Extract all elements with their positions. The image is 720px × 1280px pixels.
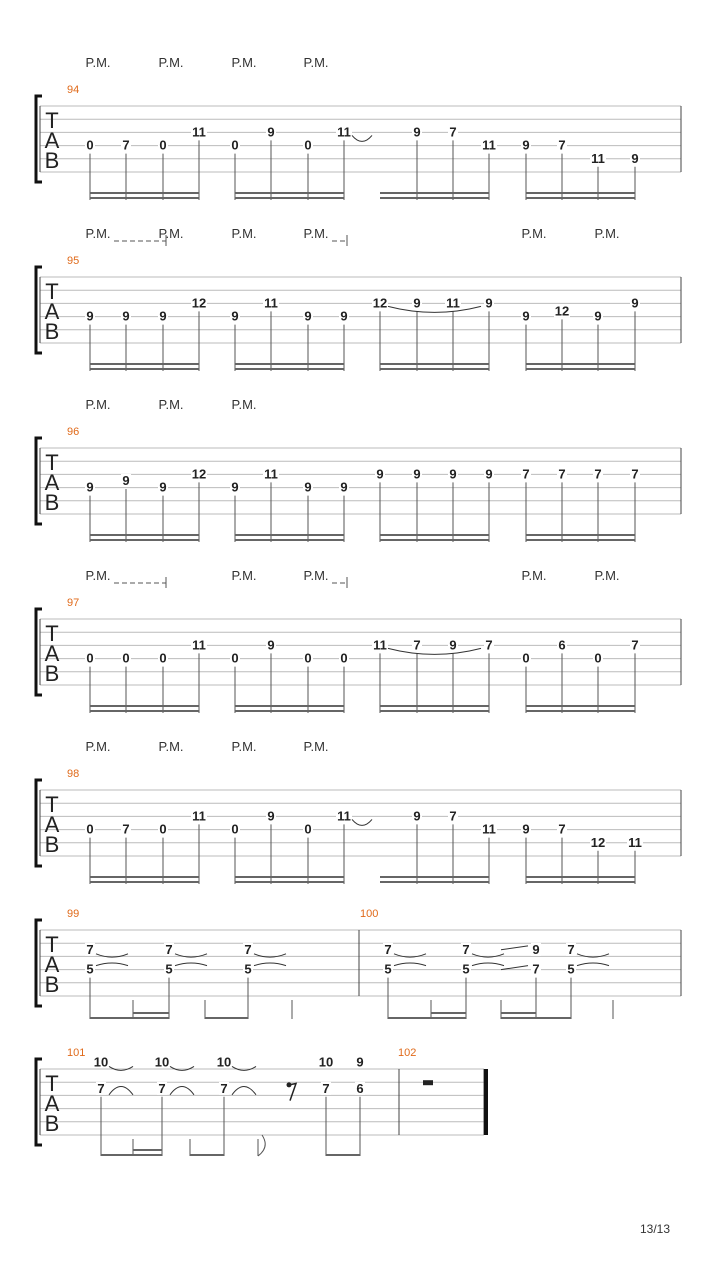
beam: [90, 705, 199, 707]
slur-arc: [96, 963, 128, 966]
fret-number: 9: [159, 308, 167, 324]
tab-clef-letter: T: [45, 621, 59, 646]
fret-number: 9: [122, 473, 130, 488]
fret-number: 7: [384, 941, 392, 957]
fret-number: 12: [191, 295, 207, 311]
fret-number: 11: [264, 295, 278, 311]
slur-arc: [170, 1087, 194, 1095]
palm-mute-label: P.M.: [158, 397, 184, 412]
beam: [101, 1154, 162, 1156]
measure-number: 100: [360, 908, 379, 920]
beam: [235, 705, 344, 707]
palm-mute-label: P.M.: [303, 55, 329, 70]
beam: [526, 539, 635, 541]
fret-number: 7: [86, 941, 94, 957]
palm-mute-label: P.M.: [231, 739, 257, 754]
tie-arc: [352, 135, 372, 141]
fret-number: 11: [482, 821, 496, 837]
fret-number: 0: [122, 650, 130, 666]
palm-mute-label: P.M.: [85, 739, 111, 754]
fret-number: 7: [567, 941, 575, 957]
fret-number: 0: [231, 137, 239, 153]
palm-mute-label: P.M.: [303, 739, 329, 754]
tab-clef-letter: B: [44, 148, 60, 173]
palm-mute-label: P.M.: [85, 397, 111, 412]
fret-number: 7: [122, 137, 130, 153]
fret-number: 9: [594, 308, 602, 324]
beam: [90, 1017, 169, 1019]
fret-number: 11: [446, 295, 460, 311]
slur-arc: [109, 1066, 133, 1070]
fret-number: 7: [122, 821, 130, 837]
beam: [526, 876, 635, 878]
measure-number: 94: [67, 84, 80, 96]
fret-number: 5: [462, 961, 470, 977]
palm-mute-label: P.M.: [231, 568, 257, 583]
fret-number: 9: [267, 124, 275, 140]
measure-number: 97: [67, 597, 80, 609]
fret-number: 9: [267, 637, 275, 653]
beam: [205, 1017, 248, 1019]
fret-number: 7: [532, 961, 540, 977]
fret-number: 0: [86, 821, 94, 837]
tab-clef-letter: T: [45, 1071, 59, 1096]
system-bracket: [36, 1059, 42, 1145]
tie-arc: [352, 819, 372, 825]
fret-number: 7: [558, 137, 566, 153]
beam: [235, 197, 344, 199]
beam: [380, 710, 489, 712]
fret-number: 0: [86, 137, 94, 153]
tab-clef-letter: T: [45, 450, 59, 475]
system-bracket: [36, 267, 42, 353]
palm-mute-label: P.M.: [85, 568, 111, 583]
fret-number: 5: [165, 961, 173, 977]
fret-number: 11: [192, 637, 206, 653]
fret-number: 7: [631, 637, 639, 653]
fret-number: 9: [631, 150, 639, 166]
beam: [90, 197, 199, 199]
fret-number: 5: [86, 961, 94, 977]
fret-number: 12: [554, 303, 570, 319]
fret-number: 6: [356, 1080, 364, 1096]
fret-number: 9: [304, 308, 312, 324]
beam: [526, 534, 635, 536]
slur-arc: [170, 1066, 194, 1070]
fret-number: 7: [220, 1080, 228, 1096]
palm-mute-label: P.M.: [231, 55, 257, 70]
palm-mute-label: P.M.: [594, 226, 620, 241]
beam: [90, 539, 199, 541]
palm-mute-label: P.M.: [521, 226, 547, 241]
page-number: 13/13: [640, 1222, 671, 1236]
fret-number: 9: [449, 637, 457, 653]
palm-mute-label: P.M.: [85, 55, 111, 70]
fret-number: 7: [413, 637, 421, 653]
tab-clef-letter: B: [44, 661, 60, 686]
fret-number: 0: [304, 821, 312, 837]
beam: [90, 368, 199, 370]
measure-number: 96: [67, 426, 80, 438]
fret-number: 7: [244, 941, 252, 957]
fret-number: 12: [590, 834, 606, 850]
slur-arc: [394, 963, 426, 966]
beam: [501, 1017, 571, 1019]
beam: [526, 192, 635, 194]
fret-number: 7: [97, 1080, 105, 1096]
beam: [526, 705, 635, 707]
fret-number: 12: [191, 466, 207, 482]
fret-number: 11: [482, 137, 496, 153]
measure-number: 101: [67, 1047, 86, 1059]
tab-clef-letter: T: [45, 792, 59, 817]
system-bracket: [36, 780, 42, 866]
fret-number: 7: [558, 466, 566, 482]
fret-number: 11: [628, 834, 642, 850]
fret-number: 0: [340, 650, 348, 666]
fret-number: 7: [322, 1080, 330, 1096]
palm-mute-label: P.M.: [158, 739, 184, 754]
palm-mute-label: P.M.: [594, 568, 620, 583]
measure-number: 95: [67, 255, 80, 267]
half-rest: [423, 1080, 433, 1085]
slur-arc: [232, 1087, 256, 1095]
fret-number: 5: [244, 961, 252, 977]
measure-number: 102: [398, 1047, 417, 1059]
beam: [380, 197, 489, 199]
fret-number: 11: [373, 637, 387, 653]
fret-number: 9: [231, 479, 239, 495]
fret-number: 7: [485, 637, 493, 653]
fret-number: 9: [522, 308, 530, 324]
system-bracket: [36, 920, 42, 1006]
fret-number: 0: [304, 650, 312, 666]
beam: [90, 363, 199, 365]
fret-number: 5: [384, 961, 392, 977]
fret-number: 7: [449, 808, 457, 824]
system-bracket: [36, 438, 42, 524]
fret-number: 9: [86, 308, 94, 324]
beam: [90, 192, 199, 194]
fret-number: 9: [86, 479, 94, 495]
fret-number: 0: [86, 650, 94, 666]
fret-number: 9: [413, 466, 421, 482]
slide-line: [501, 966, 528, 970]
measure-number: 98: [67, 768, 80, 780]
beam: [235, 710, 344, 712]
fret-number: 9: [340, 479, 348, 495]
beam: [190, 1154, 224, 1156]
tab-clef-letter: A: [44, 470, 60, 495]
beam: [133, 1012, 169, 1014]
tie-arc: [388, 648, 481, 654]
beam: [501, 1012, 536, 1014]
fret-number: 6: [558, 637, 566, 653]
fret-number: 7: [558, 821, 566, 837]
fret-number: 11: [192, 808, 206, 824]
palm-mute-label: P.M.: [85, 226, 111, 241]
slur-arc: [254, 963, 286, 966]
fret-number: 9: [413, 808, 421, 824]
fret-number: 9: [631, 295, 639, 311]
fret-number: 7: [462, 941, 470, 957]
beam: [380, 881, 489, 883]
slur-arc: [472, 963, 504, 966]
beam: [526, 881, 635, 883]
fret-number: 9: [413, 124, 421, 140]
fret-number: 12: [372, 295, 388, 311]
beam: [235, 534, 344, 536]
fret-number: 9: [376, 466, 384, 482]
fret-number: 0: [522, 650, 530, 666]
tab-clef-letter: T: [45, 279, 59, 304]
palm-mute-label: P.M.: [158, 55, 184, 70]
fret-number: 5: [567, 961, 575, 977]
fret-number: 11: [337, 124, 351, 140]
fret-number: 9: [522, 137, 530, 153]
slide-line: [501, 946, 528, 950]
beam: [235, 881, 344, 883]
fret-number: 10: [154, 1054, 170, 1070]
final-barline: [484, 1069, 488, 1135]
tab-clef-letter: T: [45, 108, 59, 133]
palm-mute-label: P.M.: [158, 226, 184, 241]
measure-number: 99: [67, 908, 80, 920]
fret-number: 0: [231, 650, 239, 666]
beam: [526, 197, 635, 199]
beam: [235, 876, 344, 878]
tab-clef-letter: B: [44, 972, 60, 997]
tab-clef-letter: T: [45, 932, 59, 957]
beam: [380, 368, 489, 370]
fret-number: 9: [485, 295, 493, 311]
fret-number: 9: [304, 479, 312, 495]
slur-arc: [175, 963, 207, 966]
beam: [526, 368, 635, 370]
beam: [326, 1154, 360, 1156]
beam: [90, 881, 199, 883]
tab-clef-letter: A: [44, 299, 60, 324]
beam: [431, 1012, 466, 1014]
beam: [235, 368, 344, 370]
palm-mute-label: P.M.: [521, 568, 547, 583]
fret-number: 7: [158, 1080, 166, 1096]
beam: [90, 534, 199, 536]
slur-arc: [232, 1066, 256, 1070]
fret-number: 9: [485, 466, 493, 482]
fret-number: 7: [594, 466, 602, 482]
fret-number: 0: [159, 137, 167, 153]
tab-clef-letter: A: [44, 1091, 60, 1116]
note-flag: [258, 1135, 265, 1156]
beam: [380, 534, 489, 536]
tab-clef-letter: B: [44, 319, 60, 344]
tab-clef-letter: A: [44, 128, 60, 153]
fret-number: 11: [337, 808, 351, 824]
palm-mute-label: P.M.: [303, 568, 329, 583]
tab-clef-letter: A: [44, 812, 60, 837]
fret-number: 10: [318, 1054, 334, 1070]
fret-number: 7: [631, 466, 639, 482]
fret-number: 11: [591, 150, 605, 166]
fret-number: 7: [522, 466, 530, 482]
fret-number: 9: [122, 308, 130, 324]
fret-number: 11: [264, 466, 278, 482]
beam: [388, 1017, 466, 1019]
beam: [380, 363, 489, 365]
fret-number: 0: [304, 137, 312, 153]
fret-number: 9: [532, 941, 540, 957]
beam: [380, 192, 489, 194]
tab-clef-letter: A: [44, 952, 60, 977]
fret-number: 9: [231, 308, 239, 324]
beam: [235, 363, 344, 365]
tie-arc: [388, 306, 481, 312]
tab-clef-letter: B: [44, 1111, 60, 1136]
fret-number: 10: [216, 1054, 232, 1070]
tab-clef-letter: B: [44, 832, 60, 857]
beam: [133, 1149, 162, 1151]
fret-number: 7: [165, 941, 173, 957]
beam: [235, 539, 344, 541]
fret-number: 9: [449, 466, 457, 482]
fret-number: 0: [594, 650, 602, 666]
fret-number: 0: [231, 821, 239, 837]
fret-number: 9: [413, 295, 421, 311]
fret-number: 9: [159, 479, 167, 495]
beam: [380, 539, 489, 541]
fret-number: 0: [159, 650, 167, 666]
fret-number: 9: [522, 821, 530, 837]
beam: [526, 363, 635, 365]
palm-mute-label: P.M.: [231, 397, 257, 412]
fret-number: 7: [449, 124, 457, 140]
system-bracket: [36, 96, 42, 182]
tab-clef-letter: A: [44, 641, 60, 666]
beam: [90, 876, 199, 878]
beam: [380, 705, 489, 707]
palm-mute-label: P.M.: [231, 226, 257, 241]
palm-mute-label: P.M.: [303, 226, 329, 241]
slur-arc: [109, 1087, 133, 1095]
slur-arc: [577, 963, 609, 966]
tab-clef-letter: B: [44, 490, 60, 515]
fret-number: 9: [356, 1054, 364, 1070]
beam: [526, 710, 635, 712]
beam: [90, 710, 199, 712]
beam: [380, 876, 489, 878]
fret-number: 9: [340, 308, 348, 324]
fret-number: 10: [93, 1054, 109, 1070]
fret-number: 9: [267, 808, 275, 824]
beam: [235, 192, 344, 194]
system-bracket: [36, 609, 42, 695]
fret-number: 0: [159, 821, 167, 837]
fret-number: 11: [192, 124, 206, 140]
